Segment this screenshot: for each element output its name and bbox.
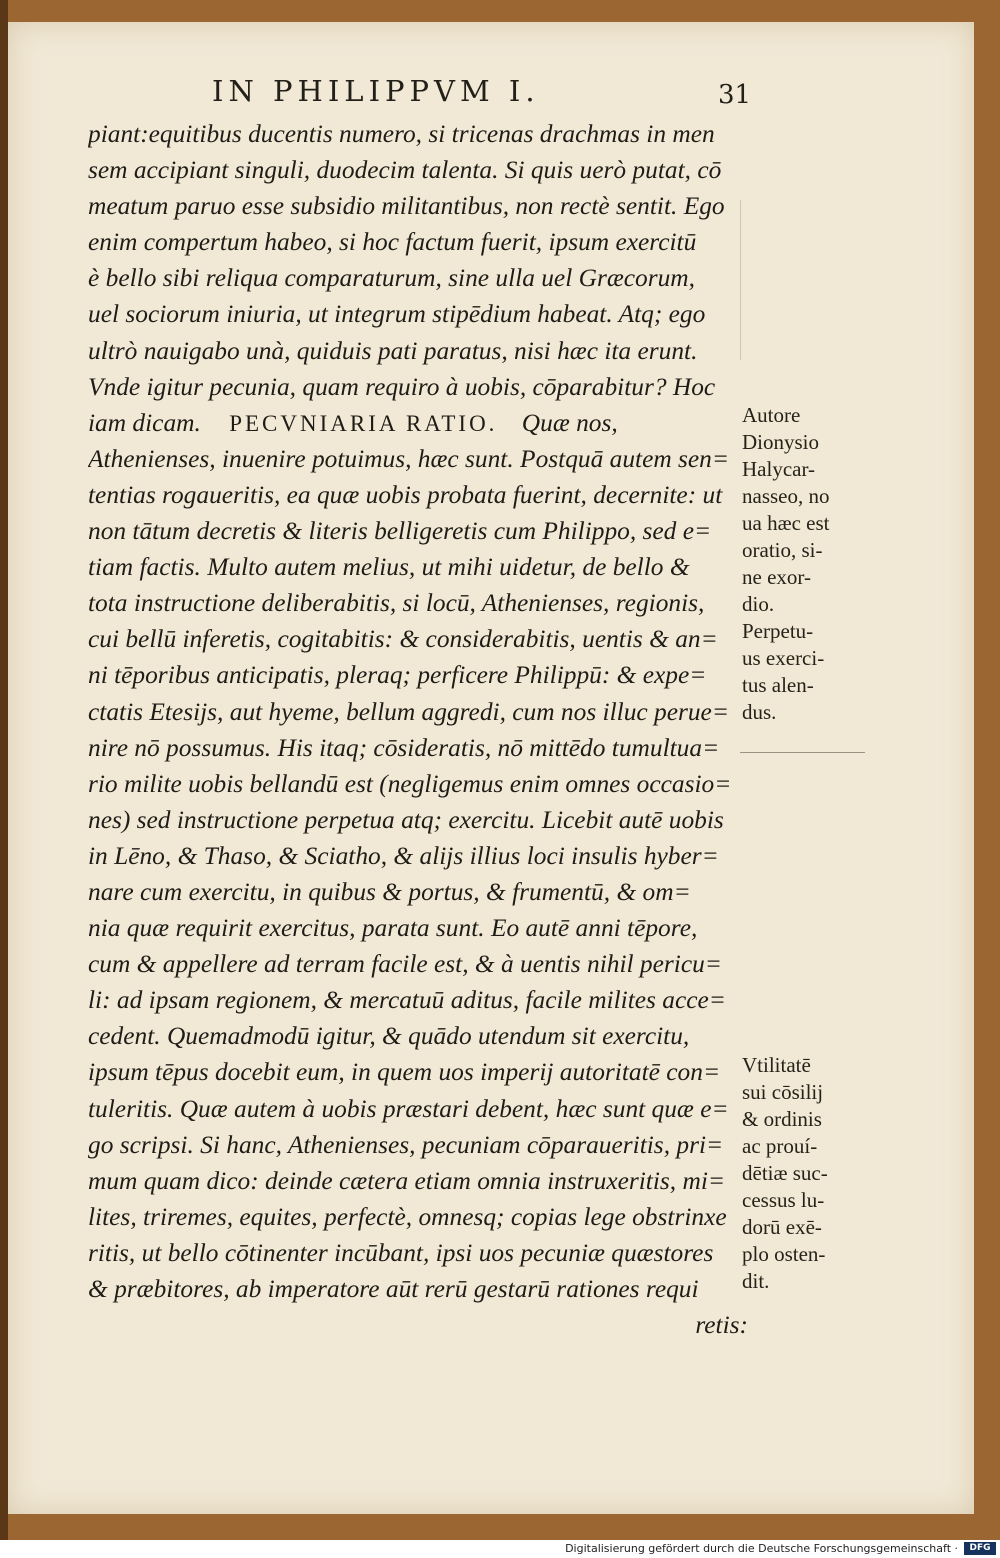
margin-line: dus. (742, 700, 777, 724)
text-line: in Lēno, & Thaso, & Sciatho, & alijs illius loci insulis hyber= (88, 841, 719, 870)
text-segment: iam dicam. (88, 408, 201, 437)
page-number: 31 (718, 80, 752, 110)
margin-line: dorū exē- (742, 1215, 822, 1239)
running-head: IN PHILIPPVM I. (212, 74, 540, 108)
text-line: go scripsi. Si hanc, Athenienses, pecuniam cōparaueritis, pri= (88, 1130, 724, 1159)
margin-line: Halycar- (742, 457, 816, 481)
text-line: sem accipiant singuli, duodecim talenta. Si quis uerò putat, cō (88, 156, 722, 185)
margin-line: cessus lu- (742, 1188, 825, 1212)
digitization-footer (0, 1540, 1000, 1558)
margin-line: dio. (742, 592, 775, 616)
text-segment: Quæ nos, (521, 408, 618, 437)
margin-line: Perpetu- (742, 619, 814, 643)
text-line: tentias rogaueritis, ea quæ uobis probata fuerint, decernite: ut (88, 480, 723, 509)
text-line: meatum paruo esse subsidio militantibus, non rectè sentit. Ego (88, 192, 725, 221)
text-line: tota instructione deliberabitis, si locū, Athenienses, regionis, (88, 589, 705, 618)
margin-line: nasseo, no (742, 484, 830, 508)
text-line: è bello sibi reliqua comparaturum, sine ulla uel Græcorum, (88, 264, 695, 293)
text-line: Athenienses, inuenire potuimus, hæc sunt. Postquā autem sen= (88, 444, 730, 473)
margin-line: & ordinis (742, 1107, 822, 1131)
text-line: lites, triremes, equites, perfectè, omnesq; copias lege obstrinxe (88, 1202, 727, 1231)
text-line: rio milite uobis bellandū est (negligemus enim omnes occasio= (88, 769, 732, 798)
marginal-note-utilitas (742, 1052, 862, 1295)
text-line: piant:equitibus ducentis numero, si tricenas drachmas in men (88, 120, 715, 148)
margin-line: plo osten- (742, 1242, 826, 1266)
text-line: cum & appellere ad terram facile est, & à uentis nihil pericu= (88, 950, 722, 979)
text-line: ritis, ut bello cōtinenter incūbant, ipsi uos pecuniæ quæstores (88, 1238, 714, 1267)
text-line: non tātum decretis & literis belligeretis cum Philippo, sed e= (88, 517, 712, 546)
marginal-note-dionysius (742, 402, 862, 726)
text-line: ni tēporibus anticipatis, pleraq; perficere Philippū: & expe= (88, 661, 707, 690)
margin-line: Dionysio (742, 430, 820, 454)
margin-line: dētiæ suc- (742, 1161, 828, 1185)
text-line: ctatis Etesijs, aut hyeme, bellum aggredi, cum nos illuc perue= (88, 697, 729, 726)
margin-line: sui cōsilij (742, 1080, 824, 1104)
funding-credit: Digitalisierung gefördert durch die Deutsche Forschungsgemeinschaft · (565, 1542, 958, 1555)
text-line: li: ad ipsam regionem, & mercatuū aditus, facile milites acce= (88, 986, 726, 1015)
margin-line: ne exor- (742, 565, 811, 589)
page-stain (740, 200, 741, 360)
text-line: tiam factis. Multo autem melius, ut mihi uidetur, de bello & (88, 553, 690, 582)
margin-line: Autore (742, 403, 801, 427)
dfg-logo: DFG (964, 1542, 996, 1555)
text-line: nes) sed instructione perpetua atq; exercitu. Licebit autē uobis (88, 805, 724, 834)
text-line: cui bellū inferetis, cogitabitis: & considerabitis, uentis & an= (88, 625, 718, 654)
margin-line: us exerci- (742, 646, 825, 670)
leaf-edge-shadow (0, 0, 8, 1540)
margin-rule (740, 752, 865, 753)
margin-line: ac prouí- (742, 1134, 818, 1158)
text-line: uel sociorum iniuria, ut integrum stipēdium habeat. Atq; ego (88, 300, 706, 329)
text-line: ipsum tēpus docebit eum, in quem uos imperij autoritatē con= (88, 1058, 721, 1087)
margin-line: dit. (742, 1269, 770, 1293)
text-line: mum quam dico: deinde cætera etiam omnia instruxeritis, mi= (88, 1166, 726, 1195)
text-line-with-heading (88, 405, 748, 441)
margin-line: oratio, si- (742, 538, 823, 562)
text-line: & præbitores, ab imperatore aūt rerū gestarū rationes requi (88, 1275, 699, 1303)
text-line: Vnde igitur pecunia, quam requiro à uobis, cōparabitur? Hoc (88, 372, 716, 401)
text-line: nare cum exercitu, in quibus & portus, & frumentū, & om= (88, 877, 691, 906)
text-line: ultrò nauigabo unà, quiduis pati paratus, nisi hæc ita erunt. (88, 336, 698, 365)
text-line: nire nō possumus. His itaq; cōsideratis, nō mittēdo tumultua= (88, 733, 720, 762)
catchword-line: retis: (695, 1311, 748, 1340)
text-line: cedent. Quemadmodū igitur, & quādo utendum sit exercitu, (88, 1022, 690, 1051)
margin-line: tus alen- (742, 673, 814, 697)
text-line: tuleritis. Quæ autem à uobis præstari debent, hæc sunt quæ e= (88, 1094, 729, 1123)
text-line: nia quæ requirit exercitus, parata sunt. Eo autē anni tēpore, (88, 914, 698, 943)
margin-line: ua hæc est (742, 511, 830, 535)
main-text-column (88, 116, 748, 1343)
margin-line: Vtilitatē (742, 1053, 811, 1077)
text-line: enim compertum habeo, si hoc factum fuerit, ipsum exercitū (88, 228, 697, 257)
section-heading: PECVNIARIA RATIO. (229, 410, 498, 436)
